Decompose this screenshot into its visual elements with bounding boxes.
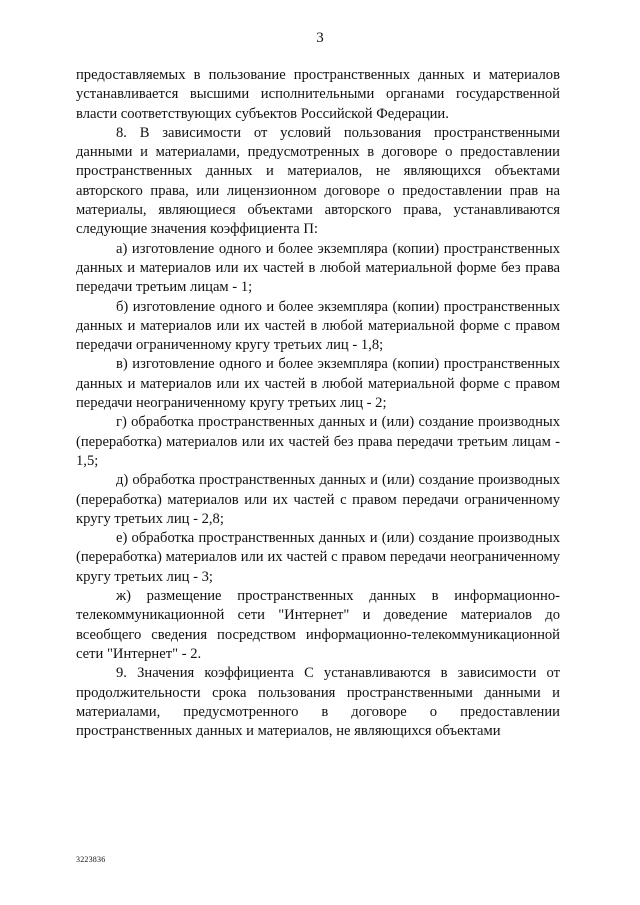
subitem-e: е) обработка пространственных данных и (или) создание производных (переработка) материалов или их частей с правом передачи неограниченному кругу третьих лиц - 3;: [76, 530, 560, 585]
paragraph-item-9: 9. Значения коэффициента С устанавливаются в зависимости от продолжительности срока пользования пространственными данными и материалами, предусмотренного в договоре о предоставлении пространственных данных и материалов, не являющихся объектами: [76, 665, 560, 740]
subitem-b: б) изготовление одного и более экземпляра (копии) пространственных данных и материалов или их частей в любой материальной форме с правом передачи ограниченному кругу третьих лиц - 1,8;: [76, 298, 560, 354]
paragraph-continuation: предоставляемых в пользование пространственных данных и материалов устанавливается высшими исполнительными органами государственной власти соответствующих субъектов Российской Федерации.: [76, 67, 560, 122]
subitem-a: а) изготовление одного и более экземпляра (копии) пространственных данных и материалов или их частей в любой материальной форме без права передачи третьим лицам - 1;: [76, 240, 560, 296]
paragraph-item-8: 8. В зависимости от условий пользования пространственными данными и материалами, предусмотренных в договоре о предоставлении пространственных данных и материалов, не являющихся объектами авторского права, или лицензионном договоре о предоставлении прав на материалы, являющиеся объектами авторского права, устанавливаются следующие значения коэффициента П:: [76, 124, 560, 238]
document-body: [76, 66, 560, 741]
document-code: 3223836: [76, 855, 106, 864]
subitem-d: д) обработка пространственных данных и (или) создание производных (переработка) материалов или их частей с правом передачи ограниченному кругу третьих лиц - 2,8;: [76, 472, 560, 527]
subitem-g: г) обработка пространственных данных и (или) создание производных (переработка) материалов или их частей без права передачи третьим лицам - 1,5;: [76, 414, 560, 469]
subitem-v: в) изготовление одного и более экземпляра (копии) пространственных данных и материалов или их частей в любой материальной форме с правом передачи неограниченному кругу третьих лиц - 2;: [76, 356, 560, 412]
page-number: 3: [316, 30, 324, 46]
subitem-zh: ж) размещение пространственных данных в информационно-телекоммуникационной сети "Интернет" и доведение материалов до всеобщего сведения посредством информационно-телекоммуникационной сети "Интернет" - 2.: [76, 588, 560, 662]
